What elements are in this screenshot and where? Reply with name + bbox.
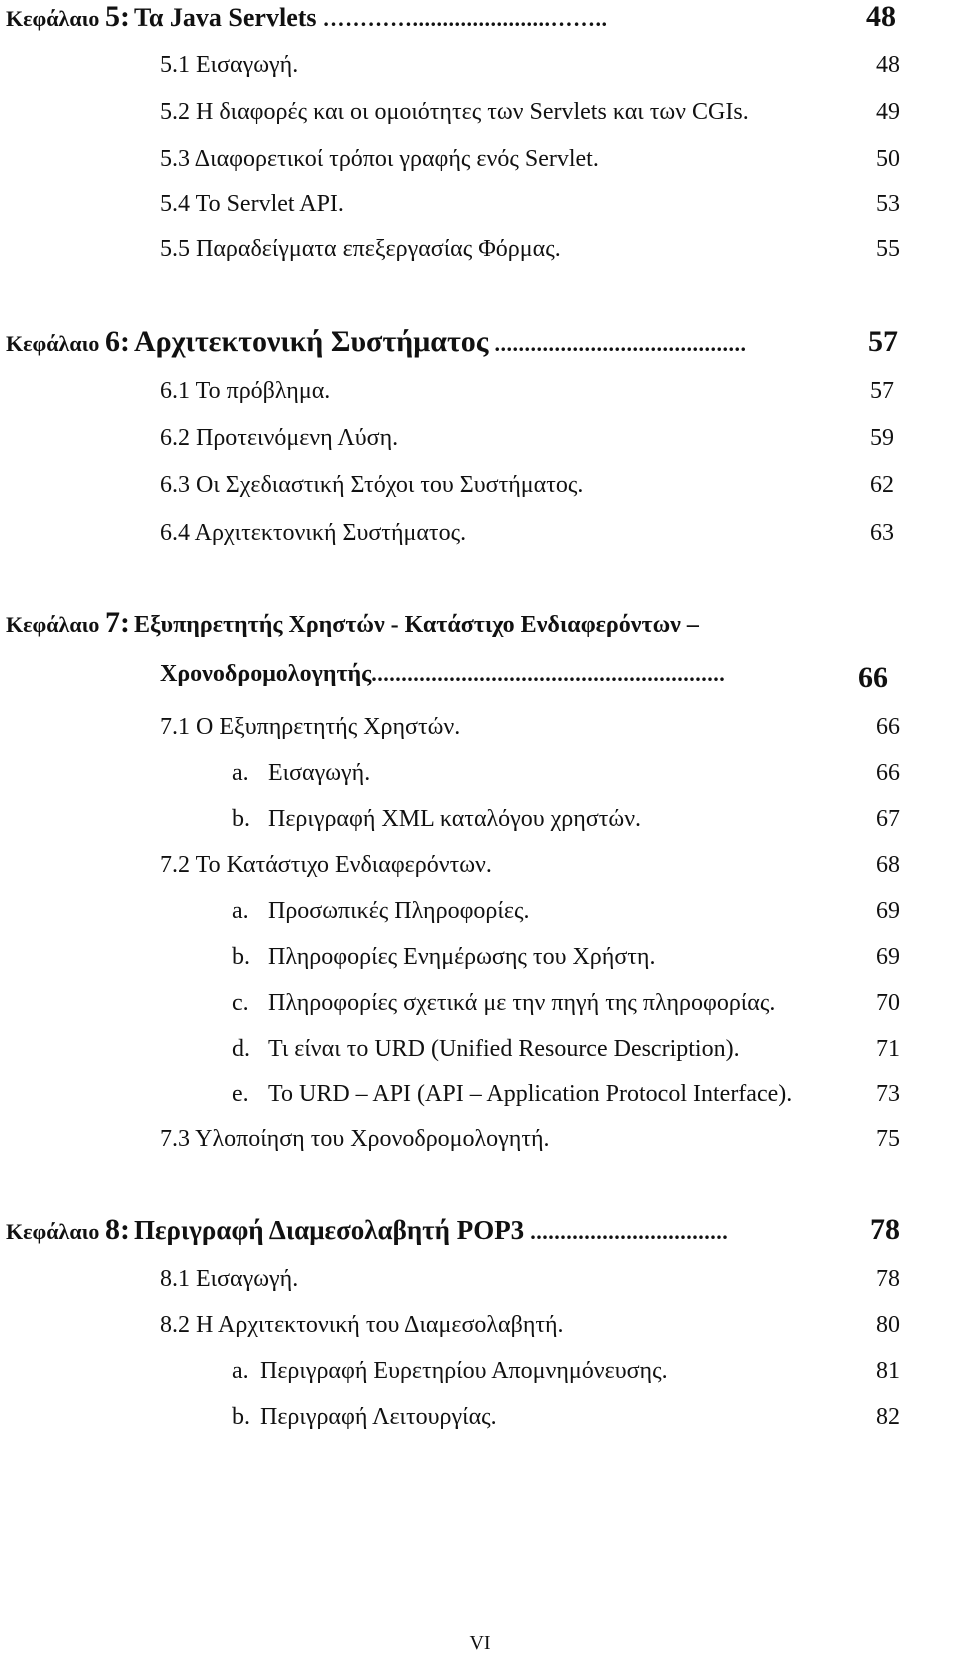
page-number-footer: VI	[469, 1632, 491, 1654]
section-page-number: 63	[870, 520, 894, 546]
section-page-number: 78	[876, 1266, 900, 1292]
subsection-entry: d. Τι είναι το URD (Unified Resource Description).	[232, 1036, 740, 1062]
chapter-page-number: 66	[858, 661, 888, 694]
section-page-number: 48	[876, 52, 900, 78]
section-page-number: 50	[876, 146, 900, 172]
section-page-number: 80	[876, 1312, 900, 1338]
section-page-number: 81	[876, 1358, 900, 1384]
chapter-heading: Κεφάλαιο 8: Περιγραφή Διαμεσολαβητή POP3 .................................	[6, 1213, 729, 1246]
section-page-number: 66	[876, 714, 900, 740]
subsection-entry: c. Πληροφορίες σχετικά με την πηγή της πληροφορίας.	[232, 990, 776, 1016]
section-entry: 7.2 Το Κατάστιχο Ενδιαφερόντων.	[160, 852, 492, 878]
chapter-heading: Κεφάλαιο 7: Εξυπηρετητής Χρηστών - Κατάστιχο Ενδιαφερόντων –	[6, 606, 699, 639]
section-entry: 5.1 Εισαγωγή.	[160, 52, 299, 78]
section-entry: 6.1 Το πρόβλημα.	[160, 378, 331, 404]
section-entry: 7.3 Υλοποίηση του Χρονοδρομολογητή.	[160, 1126, 550, 1152]
chapter-page-number: 78	[870, 1213, 900, 1246]
section-page-number: 49	[876, 99, 900, 125]
section-page-number: 69	[876, 944, 900, 970]
section-page-number: 67	[876, 806, 900, 832]
section-entry: 6.3 Οι Σχεδιαστική Στόχοι του Συστήματος.	[160, 472, 584, 498]
section-page-number: 66	[876, 760, 900, 786]
section-entry: 5.2 Η διαφορές και οι ομοιότητες των Servlets και των CGIs.	[160, 99, 749, 125]
chapter-page-number: 57	[868, 325, 898, 358]
section-page-number: 73	[876, 1081, 900, 1107]
subsection-entry: b. Περιγραφή XML καταλόγου χρηστών.	[232, 806, 642, 832]
section-page-number: 53	[876, 191, 900, 217]
section-page-number: 82	[876, 1404, 900, 1430]
section-entry: 5.4 Το Servlet API.	[160, 191, 344, 217]
section-page-number: 69	[876, 898, 900, 924]
section-page-number: 59	[870, 425, 894, 451]
subsection-entry: a. Προσωπικές Πληροφορίες.	[232, 898, 530, 924]
chapter-heading: Κεφάλαιο 6: Αρχιτεκτονική Συστήματος ..........................................	[6, 325, 747, 358]
section-entry: 6.4 Αρχιτεκτονική Συστήματος.	[160, 520, 467, 546]
section-page-number: 62	[870, 472, 894, 498]
section-page-number: 55	[876, 236, 900, 262]
section-page-number: 71	[876, 1036, 900, 1062]
subsection-entry: b. Πληροφορίες Ενημέρωσης του Χρήστη.	[232, 944, 656, 970]
section-page-number: 68	[876, 852, 900, 878]
subsection-entry: b. Περιγραφή Λειτουργίας.	[232, 1404, 497, 1430]
section-entry: 8.1 Εισαγωγή.	[160, 1266, 299, 1292]
section-page-number: 70	[876, 990, 900, 1016]
section-page-number: 75	[876, 1126, 900, 1152]
subsection-entry: a. Εισαγωγή.	[232, 760, 371, 786]
section-entry: 5.5 Παραδείγματα επεξεργασίας Φόρμας.	[160, 236, 561, 262]
section-entry: 7.1 Ο Εξυπηρετητής Χρηστών.	[160, 714, 461, 740]
section-entry: 8.2 Η Αρχιτεκτονική του Διαμεσολαβητή.	[160, 1312, 564, 1338]
section-entry: 6.2 Προτεινόμενη Λύση.	[160, 425, 399, 451]
chapter-page-number: 48	[866, 0, 896, 33]
chapter-heading: Κεφάλαιο 5: Τα Java Servlets ………….......................……..	[6, 0, 608, 33]
chapter-heading-continued: Χρονοδρομολογητής...........................................................	[160, 661, 726, 687]
subsection-entry: e. Το URD – API (API – Application Protocol Interface).	[232, 1081, 793, 1107]
subsection-entry: a. Περιγραφή Ευρετηρίου Απομνημόνευσης.	[232, 1358, 668, 1384]
section-entry: 5.3 Διαφορετικοί τρόποι γραφής ενός Servlet.	[160, 146, 599, 172]
section-page-number: 57	[870, 378, 894, 404]
